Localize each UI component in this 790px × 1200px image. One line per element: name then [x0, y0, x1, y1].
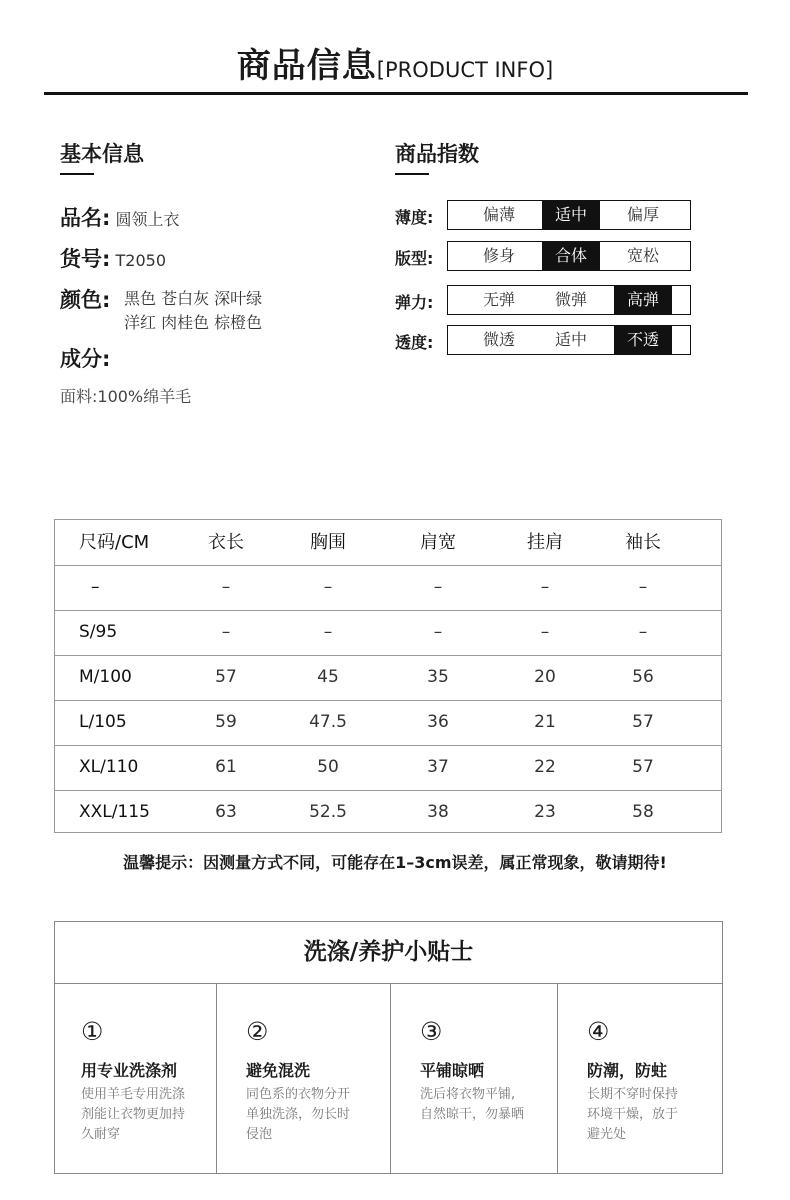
care-tip-description: [420, 1085, 548, 1125]
page-header: [0, 0, 790, 96]
size-value-cell: –: [638, 577, 648, 597]
size-value-cell: 57: [632, 757, 654, 777]
care-tip-line: 环境干燥，放于: [587, 1107, 679, 1122]
page-title: [0, 38, 790, 87]
care-tip-item: [216, 984, 390, 1173]
size-value-cell: 47.5: [309, 712, 347, 732]
size-value-cell: –: [221, 622, 231, 642]
size-header-cell: 尺码/CM: [79, 532, 150, 553]
size-value-cell: 38: [427, 802, 449, 822]
product-index-label: 版型:: [395, 249, 434, 268]
size-value-cell: –: [323, 622, 333, 642]
size-value-cell: 58: [632, 802, 654, 822]
size-label-cell: M/100: [79, 667, 132, 687]
size-value-cell: 45: [317, 667, 339, 687]
product-index-option: 修身: [482, 246, 515, 265]
page-title-en: [PRODUCT INFO]: [376, 58, 554, 82]
size-label-cell: –: [91, 577, 100, 597]
care-tip-line: 自然晾干，勿暴晒: [420, 1107, 525, 1122]
care-tip-item: [390, 984, 557, 1173]
size-value-cell: –: [638, 622, 648, 642]
care-tip-line: 长期不穿时保持: [587, 1087, 679, 1102]
size-value-cell: –: [323, 577, 333, 597]
size-header-cell: 胸围: [310, 532, 346, 553]
product-index-option-selected: 高弹: [614, 286, 672, 314]
product-index-option: 宽松: [626, 246, 659, 265]
product-code-row: [60, 243, 166, 273]
size-table-row: [55, 700, 721, 746]
size-value-cell: 23: [534, 802, 556, 822]
composition-label: 成分:: [60, 347, 111, 371]
basic-info-underline: [60, 173, 94, 175]
product-index-option: 无弹: [482, 290, 515, 309]
product-colors: [124, 287, 262, 335]
product-index-option: 偏薄: [482, 205, 515, 224]
care-tip-number: ①: [81, 1017, 104, 1046]
product-colors-line-2: 洋红 肉桂色 棕橙色: [124, 313, 263, 332]
product-index-option: 偏厚: [626, 205, 659, 224]
care-tip-item: [557, 984, 722, 1173]
product-index-heading: [395, 138, 479, 168]
size-table-row: [55, 565, 721, 611]
size-value-cell: –: [433, 622, 443, 642]
size-table-header-row: [55, 520, 721, 566]
care-tip-number: ③: [420, 1017, 443, 1046]
size-value-cell: 35: [427, 667, 449, 687]
size-value-cell: –: [540, 577, 550, 597]
size-value-cell: 56: [632, 667, 654, 687]
size-value-cell: 63: [215, 802, 237, 822]
size-label-cell: XXL/115: [79, 802, 150, 822]
product-index-scale: [447, 325, 691, 355]
product-index-option: 微透: [482, 330, 515, 349]
size-table-row: [55, 745, 721, 791]
measurement-tip: 温馨提示：因测量方式不同，可能存在1–3cm误差，属正常现象，敬请期待!: [123, 853, 667, 872]
product-index-label: 薄度:: [395, 208, 434, 227]
product-index-scale: [447, 200, 691, 230]
header-divider: [44, 92, 748, 95]
material-text: 面料:100%绵羊毛: [60, 387, 192, 406]
size-header-cell: 肩宽: [420, 532, 456, 553]
care-tip-description: [81, 1085, 209, 1145]
size-value-cell: 57: [632, 712, 654, 732]
care-tip-line: 避光处: [587, 1127, 627, 1142]
basic-info-heading-text: 基本信息: [60, 142, 144, 166]
care-tips-panel: [54, 921, 723, 1174]
care-tip-line: 洗后将衣物平铺,: [420, 1087, 516, 1102]
product-colors-line-1: 黑色 苍白灰 深叶绿: [124, 289, 263, 308]
size-value-cell: 37: [427, 757, 449, 777]
care-tip-line: 同色系的衣物分开: [246, 1087, 351, 1102]
care-tip-heading: 防潮，防蛀: [587, 1061, 668, 1080]
product-index-heading-text: 商品指数: [395, 142, 479, 166]
size-table: [54, 519, 722, 833]
product-index-option-selected: 适中: [542, 201, 600, 229]
product-name-label: 品名:: [60, 206, 111, 230]
size-value-cell: 22: [534, 757, 556, 777]
size-label-cell: L/105: [79, 712, 127, 732]
care-tip-line: 久耐穿: [81, 1127, 121, 1142]
care-tip-item: [55, 984, 216, 1173]
care-tip-line: 单独洗涤，勿长时: [246, 1107, 351, 1122]
product-index-label: 透度:: [395, 333, 434, 352]
size-value-cell: –: [221, 577, 231, 597]
care-tip-heading: 避免混洗: [246, 1061, 311, 1080]
product-color-label: 颜色:: [60, 288, 111, 312]
composition-row: [60, 343, 110, 373]
care-tip-line: 剂能让衣物更加持: [81, 1107, 186, 1122]
basic-info-heading: [60, 138, 144, 168]
care-tip-description: [587, 1085, 715, 1145]
product-index-option-selected: 合体: [542, 242, 600, 270]
size-header-cell: 袖长: [625, 532, 661, 553]
product-code-label: 货号:: [60, 247, 111, 271]
size-value-cell: –: [540, 622, 550, 642]
size-value-cell: 20: [534, 667, 556, 687]
product-index-option: 适中: [554, 330, 587, 349]
product-name-value: 圆领上衣: [115, 210, 180, 229]
product-color-row: [60, 284, 110, 314]
size-table-row: [55, 790, 721, 835]
size-value-cell: 50: [317, 757, 339, 777]
size-value-cell: 61: [215, 757, 237, 777]
size-value-cell: 21: [534, 712, 556, 732]
care-tip-number: ④: [587, 1017, 610, 1046]
care-tip-description: [246, 1085, 374, 1145]
product-index-scale: [447, 241, 691, 271]
size-value-cell: 36: [427, 712, 449, 732]
product-code-value: T2050: [115, 251, 166, 270]
care-tip-line: 侵泡: [246, 1127, 273, 1142]
size-header-cell: 挂肩: [527, 532, 563, 553]
size-value-cell: 52.5: [309, 802, 347, 822]
care-tip-heading: 用专业洗涤剂: [81, 1061, 178, 1080]
care-tip-heading: 平铺晾晒: [420, 1061, 485, 1080]
product-index-underline: [395, 173, 429, 175]
size-label-cell: S/95: [79, 622, 118, 642]
size-value-cell: –: [433, 577, 443, 597]
page-title-zh: 商品信息: [236, 46, 377, 86]
product-name-row: [60, 202, 180, 232]
product-index-option: 微弹: [554, 290, 587, 309]
size-table-row: [55, 610, 721, 656]
size-value-cell: 59: [215, 712, 237, 732]
size-header-cell: 衣长: [208, 532, 244, 553]
care-tip-number: ②: [246, 1017, 269, 1046]
size-value-cell: 57: [215, 667, 237, 687]
care-tip-line: 使用羊毛专用洗涤: [81, 1087, 186, 1102]
product-index-scale: [447, 285, 691, 315]
size-label-cell: XL/110: [79, 757, 139, 777]
product-index-option-selected: 不透: [614, 326, 672, 354]
product-index-label: 弹力:: [395, 293, 434, 312]
size-table-row: [55, 655, 721, 701]
care-tips-title: 洗涤/养护小贴士: [55, 922, 722, 984]
